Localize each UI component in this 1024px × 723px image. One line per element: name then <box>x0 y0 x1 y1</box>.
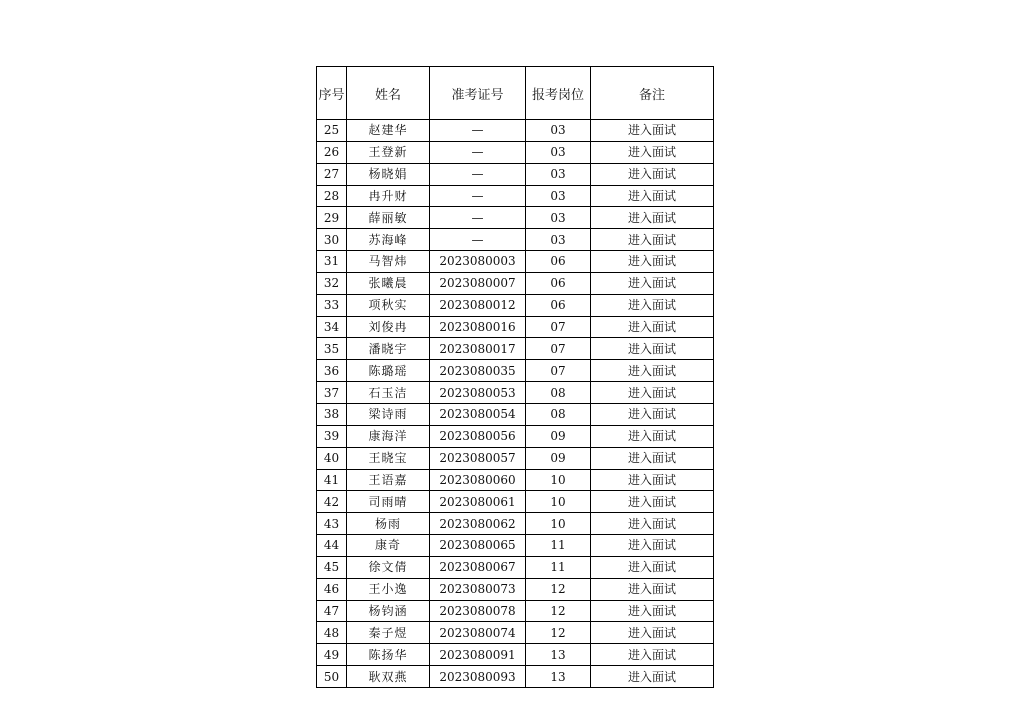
ticket-cell: 2023080003 <box>430 251 526 273</box>
post-cell: 11 <box>526 535 591 557</box>
name-cell: 陈扬华 <box>347 644 430 666</box>
note-cell: 进入面试 <box>591 622 714 644</box>
post-cell: 10 <box>526 513 591 535</box>
post-cell: 07 <box>526 360 591 382</box>
name-cell: 梁诗雨 <box>347 403 430 425</box>
post-cell: 12 <box>526 578 591 600</box>
note-cell: 进入面试 <box>591 535 714 557</box>
ticket-cell: 2023080053 <box>430 382 526 404</box>
table-row <box>317 513 714 535</box>
table-row <box>317 666 714 688</box>
table-row <box>317 403 714 425</box>
table-row <box>317 382 714 404</box>
seq-cell: 37 <box>317 382 347 404</box>
name-cell: 杨钧涵 <box>347 600 430 622</box>
post-cell: 11 <box>526 556 591 578</box>
seq-cell: 30 <box>317 229 347 251</box>
name-cell: 冉升财 <box>347 185 430 207</box>
post-cell: 06 <box>526 272 591 294</box>
seq-cell: 36 <box>317 360 347 382</box>
note-cell: 进入面试 <box>591 251 714 273</box>
post-cell: 12 <box>526 600 591 622</box>
ticket-cell: — <box>430 229 526 251</box>
name-cell: 潘晓宇 <box>347 338 430 360</box>
post-cell: 07 <box>526 338 591 360</box>
header-row <box>317 67 714 120</box>
name-cell: 项秋实 <box>347 294 430 316</box>
name-cell: 苏海峰 <box>347 229 430 251</box>
table-body <box>317 120 714 688</box>
note-cell: 进入面试 <box>591 382 714 404</box>
ticket-cell: 2023080061 <box>430 491 526 513</box>
note-cell: 进入面试 <box>591 600 714 622</box>
name-cell: 杨晓娟 <box>347 163 430 185</box>
seq-cell: 48 <box>317 622 347 644</box>
ticket-cell: 2023080091 <box>430 644 526 666</box>
seq-cell: 38 <box>317 403 347 425</box>
name-cell: 司雨晴 <box>347 491 430 513</box>
seq-cell: 32 <box>317 272 347 294</box>
note-cell: 进入面试 <box>591 185 714 207</box>
name-cell: 张曦晨 <box>347 272 430 294</box>
table-row <box>317 229 714 251</box>
seq-cell: 31 <box>317 251 347 273</box>
ticket-cell: 2023080054 <box>430 403 526 425</box>
ticket-cell: — <box>430 163 526 185</box>
name-cell: 王登新 <box>347 141 430 163</box>
post-cell: 08 <box>526 382 591 404</box>
post-cell: 03 <box>526 229 591 251</box>
post-cell: 10 <box>526 469 591 491</box>
ticket-cell: 2023080007 <box>430 272 526 294</box>
note-cell: 进入面试 <box>591 578 714 600</box>
seq-cell: 47 <box>317 600 347 622</box>
table-row <box>317 120 714 142</box>
note-cell: 进入面试 <box>591 360 714 382</box>
ticket-cell: 2023080060 <box>430 469 526 491</box>
note-cell: 进入面试 <box>591 644 714 666</box>
ticket-cell: 2023080016 <box>430 316 526 338</box>
name-cell: 康海洋 <box>347 425 430 447</box>
seq-cell: 44 <box>317 535 347 557</box>
note-cell: 进入面试 <box>591 338 714 360</box>
ticket-cell: 2023080065 <box>430 535 526 557</box>
name-cell: 马智炜 <box>347 251 430 273</box>
seq-cell: 45 <box>317 556 347 578</box>
post-cell: 03 <box>526 141 591 163</box>
header-ticket: 准考证号 <box>430 67 526 120</box>
note-cell: 进入面试 <box>591 666 714 688</box>
table-row <box>317 185 714 207</box>
seq-cell: 35 <box>317 338 347 360</box>
post-cell: 09 <box>526 425 591 447</box>
post-cell: 06 <box>526 251 591 273</box>
name-cell: 王晓宝 <box>347 447 430 469</box>
table-row <box>317 272 714 294</box>
table-row <box>317 447 714 469</box>
header-post: 报考岗位 <box>526 67 591 120</box>
table-row <box>317 141 714 163</box>
name-cell: 秦子煜 <box>347 622 430 644</box>
ticket-cell: 2023080074 <box>430 622 526 644</box>
post-cell: 07 <box>526 316 591 338</box>
table-row <box>317 578 714 600</box>
name-cell: 徐文倩 <box>347 556 430 578</box>
seq-cell: 34 <box>317 316 347 338</box>
seq-cell: 29 <box>317 207 347 229</box>
name-cell: 赵建华 <box>347 120 430 142</box>
note-cell: 进入面试 <box>591 207 714 229</box>
ticket-cell: 2023080073 <box>430 578 526 600</box>
post-cell: 13 <box>526 644 591 666</box>
note-cell: 进入面试 <box>591 491 714 513</box>
name-cell: 王语嘉 <box>347 469 430 491</box>
table-header <box>317 67 714 120</box>
seq-cell: 42 <box>317 491 347 513</box>
ticket-cell: 2023080012 <box>430 294 526 316</box>
name-cell: 陈璐瑶 <box>347 360 430 382</box>
interview-roster-table <box>316 66 714 688</box>
post-cell: 03 <box>526 120 591 142</box>
table-row <box>317 425 714 447</box>
table-row <box>317 163 714 185</box>
note-cell: 进入面试 <box>591 294 714 316</box>
note-cell: 进入面试 <box>591 469 714 491</box>
seq-cell: 50 <box>317 666 347 688</box>
table-row <box>317 644 714 666</box>
post-cell: 03 <box>526 163 591 185</box>
ticket-cell: 2023080056 <box>430 425 526 447</box>
post-cell: 10 <box>526 491 591 513</box>
note-cell: 进入面试 <box>591 272 714 294</box>
header-seq: 序号 <box>317 67 347 120</box>
table-row <box>317 535 714 557</box>
note-cell: 进入面试 <box>591 163 714 185</box>
table-row <box>317 251 714 273</box>
ticket-cell: — <box>430 207 526 229</box>
post-cell: 08 <box>526 403 591 425</box>
table-row <box>317 360 714 382</box>
table-row <box>317 491 714 513</box>
seq-cell: 33 <box>317 294 347 316</box>
seq-cell: 39 <box>317 425 347 447</box>
note-cell: 进入面试 <box>591 316 714 338</box>
post-cell: 12 <box>526 622 591 644</box>
note-cell: 进入面试 <box>591 513 714 535</box>
note-cell: 进入面试 <box>591 120 714 142</box>
note-cell: 进入面试 <box>591 403 714 425</box>
seq-cell: 46 <box>317 578 347 600</box>
post-cell: 03 <box>526 185 591 207</box>
seq-cell: 40 <box>317 447 347 469</box>
note-cell: 进入面试 <box>591 425 714 447</box>
ticket-cell: 2023080017 <box>430 338 526 360</box>
ticket-cell: 2023080035 <box>430 360 526 382</box>
post-cell: 06 <box>526 294 591 316</box>
table-row <box>317 556 714 578</box>
seq-cell: 25 <box>317 120 347 142</box>
header-note: 备注 <box>591 67 714 120</box>
note-cell: 进入面试 <box>591 447 714 469</box>
table-row <box>317 294 714 316</box>
name-cell: 刘俊冉 <box>347 316 430 338</box>
table-row <box>317 600 714 622</box>
ticket-cell: 2023080078 <box>430 600 526 622</box>
note-cell: 进入面试 <box>591 229 714 251</box>
name-cell: 康奇 <box>347 535 430 557</box>
name-cell: 王小逸 <box>347 578 430 600</box>
ticket-cell: — <box>430 185 526 207</box>
seq-cell: 28 <box>317 185 347 207</box>
table-row <box>317 469 714 491</box>
name-cell: 耿双燕 <box>347 666 430 688</box>
post-cell: 03 <box>526 207 591 229</box>
ticket-cell: 2023080093 <box>430 666 526 688</box>
table-row <box>317 338 714 360</box>
post-cell: 09 <box>526 447 591 469</box>
name-cell: 杨雨 <box>347 513 430 535</box>
table-row <box>317 622 714 644</box>
ticket-cell: 2023080062 <box>430 513 526 535</box>
seq-cell: 27 <box>317 163 347 185</box>
header-name: 姓名 <box>347 67 430 120</box>
ticket-cell: 2023080057 <box>430 447 526 469</box>
seq-cell: 43 <box>317 513 347 535</box>
post-cell: 13 <box>526 666 591 688</box>
table-row <box>317 316 714 338</box>
name-cell: 薛丽敏 <box>347 207 430 229</box>
seq-cell: 26 <box>317 141 347 163</box>
table-row <box>317 207 714 229</box>
seq-cell: 41 <box>317 469 347 491</box>
ticket-cell: 2023080067 <box>430 556 526 578</box>
ticket-cell: — <box>430 120 526 142</box>
seq-cell: 49 <box>317 644 347 666</box>
note-cell: 进入面试 <box>591 141 714 163</box>
ticket-cell: — <box>430 141 526 163</box>
name-cell: 石玉洁 <box>347 382 430 404</box>
note-cell: 进入面试 <box>591 556 714 578</box>
